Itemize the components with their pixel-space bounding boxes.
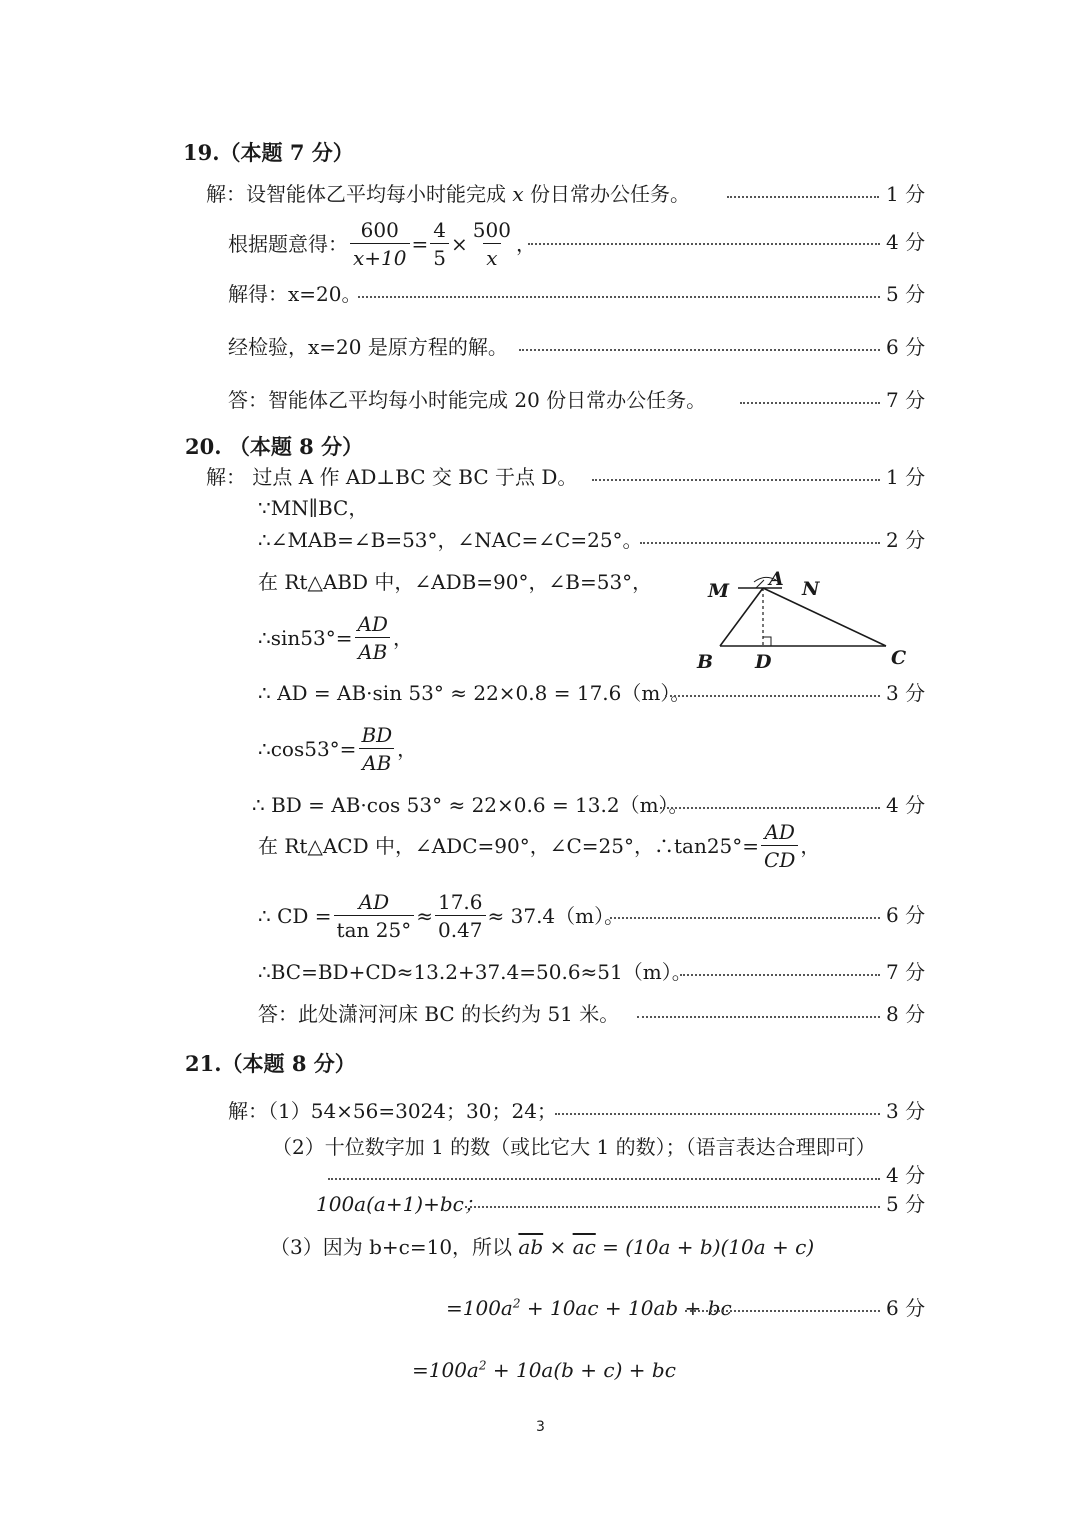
overline-ac: $\overline{ac}$ bbox=[572, 1235, 596, 1259]
q20-sin-ratio bbox=[258, 609, 413, 667]
q21-line4: 100a(a+1)+bc； bbox=[316, 1192, 484, 1216]
tan-label: 在 Rt△ACD 中，∠ADC=90°，∠C=25°，∴tan25°= bbox=[258, 834, 760, 858]
q20-cd-calc bbox=[258, 887, 624, 945]
q20-answer: 答：此处潇河河床 BC 的长约为 51 米。 bbox=[258, 1002, 620, 1026]
denominator: AB bbox=[359, 748, 394, 773]
q21-line5-expansion: = (10a + b)(10a + c) bbox=[602, 1235, 815, 1259]
numerator: AD bbox=[357, 612, 388, 636]
q20-line4: 在 Rt△ABD 中，∠ADB=90°，∠B=53°， bbox=[258, 570, 653, 594]
expr-part: =100a bbox=[412, 1358, 479, 1382]
expr-part: + 10ac + 10ab + bc bbox=[520, 1296, 732, 1320]
label-b: B bbox=[697, 651, 714, 673]
triangle-figure bbox=[690, 560, 920, 680]
leader-dots bbox=[610, 917, 880, 919]
q20-cos-ratio bbox=[258, 720, 417, 778]
q19-equation bbox=[228, 215, 536, 273]
q20-line1: 解： 过点 A 作 AD⊥BC 交 BC 于点 D。 bbox=[206, 465, 578, 489]
numerator: 600 bbox=[360, 218, 399, 242]
q19-line4: 经检验，x=20 是原方程的解。 bbox=[228, 335, 508, 359]
fraction bbox=[358, 725, 395, 773]
expr-part: =100a bbox=[446, 1296, 513, 1320]
q21-line5 bbox=[270, 1237, 814, 1257]
q20-line3: ∴∠MAB=∠B=53°，∠NAC=∠C=25°。 bbox=[258, 528, 643, 552]
score-label: 7 分 bbox=[886, 960, 926, 984]
leader-dots bbox=[528, 243, 880, 245]
q19-line5: 答：智能体乙平均每小时能完成 20 份日常办公任务。 bbox=[228, 388, 707, 412]
comma: ， bbox=[515, 232, 536, 256]
numerator: BD bbox=[361, 723, 393, 747]
score-label: 4 分 bbox=[886, 793, 926, 817]
sin-label: ∴sin53°= bbox=[258, 626, 353, 650]
cd-result: ≈ 37.4（m）。 bbox=[487, 904, 625, 928]
score-label: 3 分 bbox=[886, 681, 926, 705]
denominator: 0.47 bbox=[435, 915, 486, 940]
denominator: x bbox=[483, 243, 500, 268]
q19-line3: 解得：x=20。 bbox=[228, 282, 362, 306]
leader-dots bbox=[555, 1113, 880, 1115]
side-ac bbox=[763, 588, 886, 646]
equals-sign: = bbox=[411, 232, 429, 256]
score-label: 1 分 bbox=[886, 465, 926, 489]
q20-line8: ∴ BD = AB·cos 53° ≈ 22×0.6 = 13.2（m）。 bbox=[252, 793, 689, 817]
fraction bbox=[761, 822, 798, 870]
cd-label: ∴ CD = bbox=[258, 904, 332, 928]
score-label: 3 分 bbox=[886, 1099, 926, 1123]
score-label: 6 分 bbox=[886, 335, 926, 359]
leader-dots bbox=[740, 402, 880, 404]
times-sign: × bbox=[549, 1235, 567, 1259]
q19-line1-text: 解：设智能体乙平均每小时能完成 bbox=[206, 182, 506, 206]
approx-sign: ≈ bbox=[416, 904, 433, 928]
label-a: A bbox=[769, 568, 784, 590]
score-label: 4 分 bbox=[886, 1163, 926, 1187]
numerator: 500 bbox=[472, 218, 511, 242]
exponent: 2 bbox=[478, 1358, 487, 1373]
numerator: AD bbox=[358, 890, 390, 914]
q20-tan-ratio bbox=[258, 817, 820, 875]
leader-dots bbox=[660, 807, 880, 809]
q21-line7 bbox=[412, 1360, 676, 1380]
leader-dots bbox=[637, 1016, 880, 1018]
numerator: AD bbox=[764, 820, 795, 844]
q21-line6 bbox=[446, 1298, 732, 1318]
score-label: 6 分 bbox=[886, 1296, 926, 1320]
comma: ， bbox=[397, 737, 418, 761]
score-label: 4 分 bbox=[886, 230, 926, 254]
denominator: tan 25° bbox=[334, 915, 415, 940]
q19-line1-var: x bbox=[512, 182, 524, 206]
q20-line6: ∴ AD = AB·sin 53° ≈ 22×0.8 = 17.6（m）。 bbox=[258, 681, 691, 705]
score-label: 7 分 bbox=[886, 388, 926, 412]
numerator: 4 bbox=[433, 218, 446, 242]
leader-dots bbox=[680, 974, 880, 976]
leader-dots bbox=[592, 479, 880, 481]
fraction bbox=[435, 892, 486, 940]
score-label: 1 分 bbox=[886, 182, 926, 206]
expr-part: + 10a(b + c) + bc bbox=[486, 1358, 676, 1382]
fraction bbox=[334, 892, 415, 940]
label-c: C bbox=[891, 647, 907, 669]
fraction bbox=[430, 220, 449, 268]
q21-title: 21.（本题 8 分） bbox=[185, 1051, 356, 1076]
leader-dots bbox=[358, 296, 880, 298]
q21-line2: （2）十位数字加 1 的数（或比它大 1 的数）；（语言表达合理即可） bbox=[272, 1135, 876, 1159]
q19-eq-lead: 根据题意得： bbox=[228, 232, 348, 256]
leader-dots bbox=[727, 196, 879, 198]
numerator: 17.6 bbox=[437, 890, 483, 914]
score-label: 8 分 bbox=[886, 1002, 926, 1026]
exponent: 2 bbox=[512, 1296, 521, 1311]
q19-line1-tail: 份日常办公任务。 bbox=[530, 182, 690, 206]
times-sign: × bbox=[451, 232, 468, 256]
cos-label: ∴cos53°= bbox=[258, 737, 357, 761]
score-label: 6 分 bbox=[886, 903, 926, 927]
q19-line1 bbox=[206, 184, 690, 204]
leader-dots bbox=[685, 1310, 880, 1312]
denominator: 5 bbox=[430, 243, 449, 268]
leader-dots bbox=[328, 1178, 880, 1180]
eye-mark bbox=[756, 580, 764, 588]
score-label: 5 分 bbox=[886, 282, 926, 306]
q19-title: 19.（本题 7 分） bbox=[183, 140, 354, 165]
fraction bbox=[354, 614, 390, 662]
q21-line1: 解：（1）54×56=3024；30；24； bbox=[228, 1099, 557, 1123]
label-n: N bbox=[802, 578, 820, 600]
score-label: 5 分 bbox=[886, 1192, 926, 1216]
q20-title: 20. （本题 8 分） bbox=[185, 434, 364, 459]
leader-dots bbox=[519, 349, 880, 351]
fraction bbox=[470, 220, 514, 268]
fraction bbox=[350, 220, 410, 268]
overline-ab: $\overline{ab}$ bbox=[518, 1235, 544, 1259]
denominator: CD bbox=[761, 845, 798, 870]
denominator: AB bbox=[355, 637, 390, 662]
denominator: x+10 bbox=[350, 243, 410, 268]
label-m: M bbox=[708, 580, 730, 602]
leader-dots bbox=[465, 1206, 880, 1208]
leader-dots bbox=[640, 542, 880, 544]
right-angle-mark bbox=[763, 637, 771, 646]
q20-line2: ∵MN∥BC， bbox=[258, 496, 369, 520]
q21-line5-lead: （3）因为 b+c=10，所以 bbox=[270, 1235, 513, 1259]
q20-line11: ∴BC=BD+CD≈13.2+37.4=50.6≈51（m）。 bbox=[258, 960, 692, 984]
leader-dots bbox=[665, 695, 880, 697]
comma: ， bbox=[800, 834, 821, 858]
score-label: 2 分 bbox=[886, 528, 926, 552]
comma: ， bbox=[392, 626, 413, 650]
page-number: 3 bbox=[536, 1419, 545, 1435]
label-d: D bbox=[755, 651, 772, 673]
